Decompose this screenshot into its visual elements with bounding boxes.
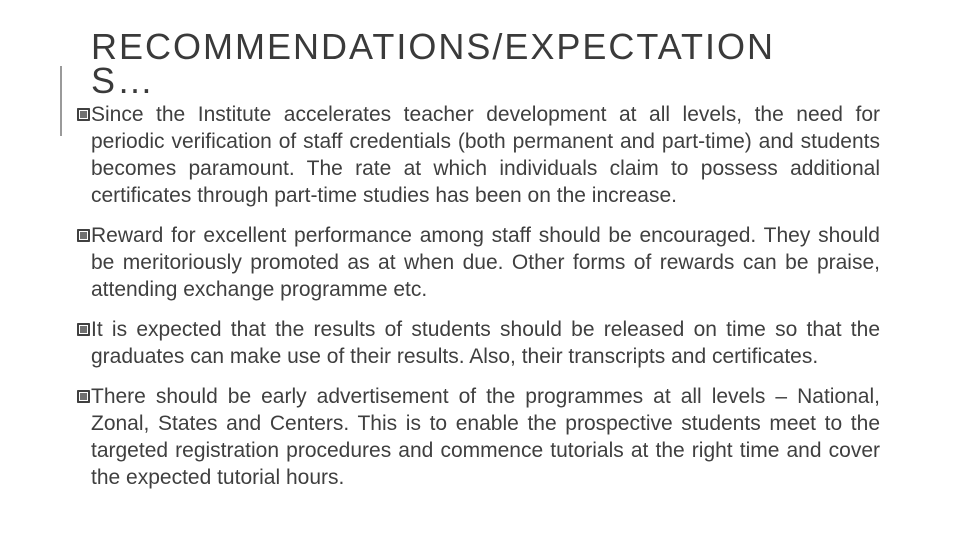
slide-title: RECOMMENDATIONS/EXPECTATION S… [91,26,776,101]
bullet-text: There should be early advertisement of the programmes at all levels – National, Zonal, States and Centers. This is to enable the prospective students meet to the targeted registration procedures and commence tutorials at the right time and cover the expected tutorial hours. [91,385,880,489]
slide-body [91,101,880,491]
bullet-text: Since the Institute accelerates teacher development at all levels, the need for periodic verification of staff credentials (both permanent and part-time) and students becomes paramount. The rate at which individuals claim to possess additional certificates through part-time studies has been on the increase. [91,103,880,207]
square-bullet-icon [77,323,90,336]
bullet-item [91,383,880,491]
bullet-item [91,101,880,209]
title-accent-bar [60,66,62,136]
square-bullet-icon [77,229,90,242]
square-bullet-icon [77,108,90,121]
square-bullet-icon [77,390,90,403]
bullet-item [91,222,880,303]
bullet-text: Reward for excellent performance among staff should be encouraged. They should be meritoriously promoted as at when due. Other forms of rewards can be praise, attending exchange programme etc. [91,224,880,301]
bullet-item [91,316,880,370]
bullet-text: It is expected that the results of students should be released on time so that the graduates can make use of their results. Also, their transcripts and certificates. [91,318,880,368]
